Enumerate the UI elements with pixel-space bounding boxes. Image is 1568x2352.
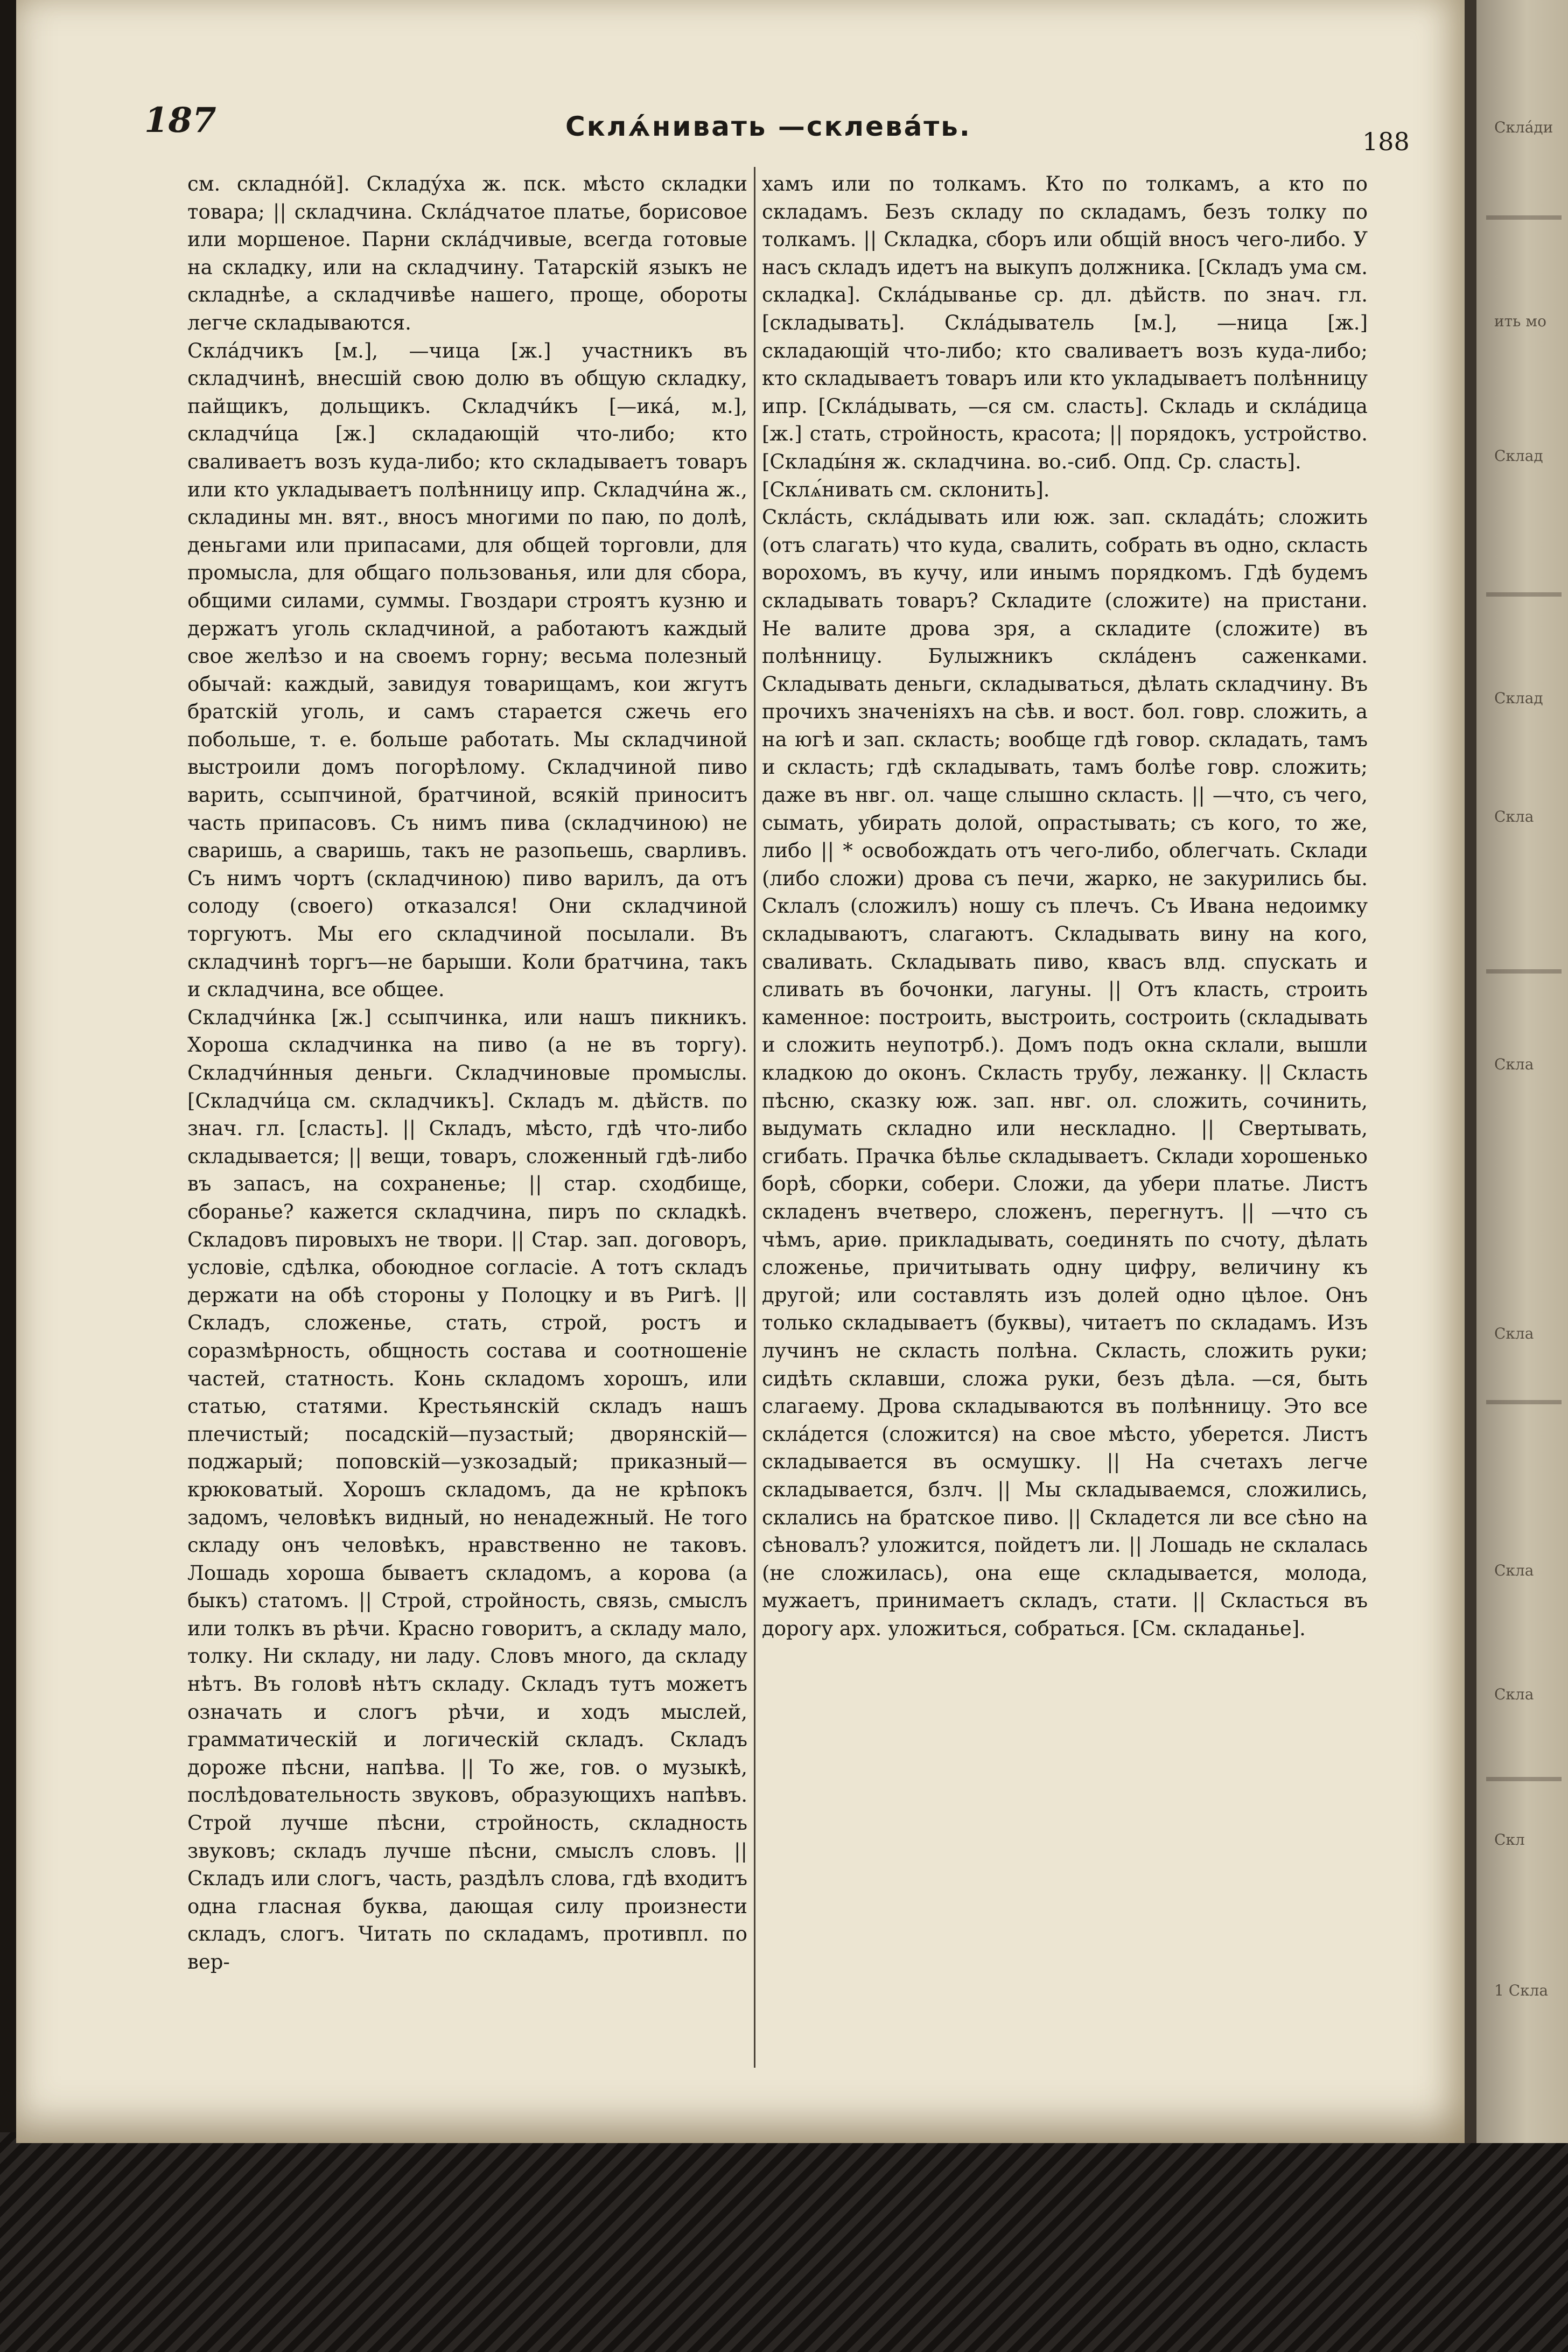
entry-paragraph: Скла́дчикъ [м.], —чица [ж.] участникъ въ складчинѣ, внесшій свою долю въ общую складку, пайщикъ, дольщикъ. Складчи́къ [—ика́, м.], складчи́ца [ж.] складающій что-либо; кто сваливаетъ возъ куда-либо; кто складываетъ товаръ или кто укладываетъ полѣнницу ипр. Складчи́на ж., складины мн. вят., вносъ многими по паю, по долѣ, деньгами или припасами, для общей торговли, для промысла, для общаго пользованья, или для сбора, общими силами, суммы. Гвоздари строятъ кузню и держатъ уголь складчиной, а работаютъ каждый свое желѣзо и на своемъ горну; весьма полезный обычай: каждый, завидуя товарищамъ, кои жгутъ братскій уголь, и самъ старается сжечь его побольше, т. е. больше работать. Мы складчиной выстроили домъ погорѣлому. Складчиной пиво варить, ссыпчиной, братчиной, всякій приноситъ часть припасовъ. Съ нимъ пива (складчиною) не сваришь, а сваришь, такъ не разопьешь, сварливъ. Съ нимъ чортъ (складчиною) пиво варилъ, да отъ солоду (своего) отказался! Они складчиной торгуютъ. Мы его складчиной посылали. Въ складчинѣ торгъ—не барыши. Коли братчина, такъ и складчина, все общее. (187, 339, 747, 1002)
text-line-shadow (1486, 1777, 1562, 1781)
text-line-shadow (1486, 592, 1562, 597)
margin-fragment: Скл (1494, 1831, 1525, 1849)
margin-fragment: ить мо (1494, 312, 1546, 330)
running-head: Склѧ́нивать —склева́ть. (565, 111, 971, 142)
entry-paragraph: Складчи́нка [ж.] ссыпчинка, или нашъ пикникъ. Хороша складчинка на пиво (а не въ торгу). Складчи́нныя деньги. Складчиновые промыслы. [Складчи́ца см. складчикъ]. Складъ м. дѣйств. по знач. гл. [сласть]. || Складъ, мѣсто, гдѣ что-либо складывается; || вещи, товаръ, сложенный гдѣ-либо въ запасъ, на сохраненье; || стар. сходбище, сборанье? кажется складчина, пиръ по складкѣ. Складовъ пировыхъ не твори. || Стар. зап. договоръ, условіе, сдѣлка, обоюдное согласіе. А тотъ складъ держати на обѣ стороны у Полоцку и въ Ригѣ. || Складъ, сложенье, стать, строй, ростъ и соразмѣрность, общность состава и соотношеніе частей, статность. Конь складомъ хорошъ, или статью, статями. Крестьянскій складъ нашъ плечистый; посадскій—пузастый; дворянскій—поджарый; поповскій—узкозадый; приказный—крюковатый. Хорошъ складомъ, да не крѣпокъ задомъ, человѣкъ видный, но ненадежный. Не того складу онъ человѣкъ, нравственно не таковъ. Лошадь хороша бываетъ складомъ, а корова (а быкъ) статомъ. || Строй, стройность, связь, смыслъ или толкъ въ рѣчи. Красно говоритъ, а складу мало, толку. Ни складу, ни ладу. Словъ много, да складу нѣтъ. Въ головѣ нѣтъ складу. Складъ тутъ можетъ означать и слогъ рѣчи, и ходъ мыслей, грамматическій и логическій складъ. Складъ дороже пѣсни, напѣва. || То же, гов. о музыкѣ, послѣдовательность звуковъ, образующихъ напѣвъ. Строй лучше пѣсни, стройность, складность звуковъ; складъ лучше пѣсни, смыслъ словъ. || Складъ или слогъ, часть, раздѣлъ слова, гдѣ входитъ одна гласная буква, дающая силу произнести складъ, слогъ. Читать по складамъ, противпл. по вер- (187, 1005, 747, 1973)
right-column (762, 170, 1368, 2055)
entry-paragraph: см. складно́й]. Складу́ха ж. пск. мѣсто складки товара; || складчина. Скла́дчатое платье, борисовое или моршеное. Парни скла́дчивые, всегда готовые на складку, или на складчину. Татарскій языкъ не складнѣе, а складчивѣе нашего, проще, обороты легче складываются. (187, 172, 747, 334)
dictionary-page (16, 0, 1465, 2143)
entry-paragraph: хамъ или по толкамъ. Кто по толкамъ, а кто по складамъ. Безъ складу по складамъ, безъ толку по толкамъ. || Складка, сборъ или общій вносъ чего-либо. У насъ складъ идетъ на выкупъ должника. [Складъ ума см. складка]. Скла́дыванье ср. дл. дѣйств. по знач. гл. [складывать]. Скла́дыватель [м.], —ница [ж.] складающій что-либо; кто сваливаетъ возъ куда-либо; кто складываетъ товаръ или кто укладываетъ полѣнницу ипр. [Скла́дывать, —ся см. сласть]. Складь и скла́дица [ж.] стать, стройность, красота; || порядокъ, устройство. [Склады́ня ж. складчина. во.-сиб. Опд. Ср. сласть]. (762, 172, 1368, 473)
margin-fragment: Скла (1494, 1055, 1534, 1073)
margin-fragment: 1 Скла (1494, 1982, 1549, 1999)
text-line-shadow (1486, 215, 1562, 220)
page-gutter (1465, 0, 1476, 2143)
text-line-shadow (1486, 1400, 1562, 1404)
margin-fragment: Склад (1494, 447, 1543, 465)
desk-background (0, 2132, 1568, 2352)
entry-paragraph: [Склѧ́нивать см. склонить]. (762, 478, 1050, 501)
text-line-shadow (1486, 969, 1562, 974)
left-column (187, 170, 747, 2071)
adjacent-page-edge (1465, 0, 1568, 2143)
margin-fragment: Скла (1494, 1562, 1534, 1579)
page-number-right: 188 (1362, 127, 1410, 156)
margin-fragment: Скла (1494, 808, 1534, 825)
page-number-left: 187 (144, 100, 216, 141)
entry-paragraph: Скла́сть, скла́дывать или юж. зап. склада́ть; сложить (отъ слагать) что куда, свалить, собрать въ одно, скласть ворохомъ, въ кучу, или инымъ порядкомъ. Гдѣ будемъ складывать товаръ? Складите (сложите) на пристани. Не валите дрова зря, а складите (сложите) въ полѣнницу. Булыжникъ скла́денъ саженками. Складывать деньги, складываться, дѣлать складчину. Въ прочихъ значеніяхъ на сѣв. и вост. бол. говр. сложить, а на югѣ и зап. скласть; вообще гдѣ говор. складать, тамъ и скласть; гдѣ складывать, тамъ болѣе говр. сложить; даже въ нвг. ол. чаще слышно скласть. || —что, съ чего, сымать, убирать долой, опрастывать; съ кого, то же, либо || * освобождать отъ чего-либо, облегчать. Склади (либо сложи) дрова съ печи, жарко, не закурились бы. Склалъ (сложилъ) ношу съ плечъ. Съ Ивана недоимку складываютъ, слагаютъ. Складывать вину на кого, сваливать. Складывать пиво, квасъ влд. спускать и сливать въ бочонки, лагуны. || Отъ класть, строить каменное: построить, выстроить, состроить (складывать и сложить неупотрб.). Домъ подъ окна склали, вышли кладкою до оконъ. Скласть трубу, лежанку. || Скласть пѣсню, сказку юж. зап. нвг. ол. сложить, сочинить, выдумать складно или нескладно. || Свертывать, сгибать. Прачка бѣлье складываетъ. Склади хорошенько борѣ, сборки, собери. Сложи, да убери платье. Листъ складенъ вчетверо, сложенъ, перегнутъ. || —что съ чѣмъ, ариѳ. прикладывать, соединять по счоту, дѣлать сложенье, причитывать одну цифру, величину къ другой; или составлять изъ долей одно цѣлое. Онъ только складываетъ (буквы), читаетъ по складамъ. Изъ лучинъ не скласть полѣна. Скласть, сложить руки; сидѣть склавши, сложа руки, безъ дѣла. —ся, быть слагаему. Дрова складываются въ полѣнницу. Это все скла́дется (сложится) на свое мѣсто, уберется. Листъ складывается въ осмушку. || На счетахъ легче складывается, бзлч. || Мы складываемся, сложились, склались на братское пиво. || Складется ли все сѣно на сѣновалъ? уложится, пойдетъ ли. || Лошадь не склалась (не сложилась), она еще складывается, молода, мужаетъ, принимаетъ складъ, стати. || Скласться въ дорогу арх. уложиться, собраться. [См. складанье]. (762, 506, 1368, 1640)
column-divider (754, 167, 755, 2068)
margin-fragment: Скла́ди (1494, 118, 1553, 136)
margin-fragment: Скла (1494, 1685, 1534, 1703)
margin-fragment: Скла (1494, 1325, 1534, 1342)
margin-fragment: Склад (1494, 689, 1543, 707)
